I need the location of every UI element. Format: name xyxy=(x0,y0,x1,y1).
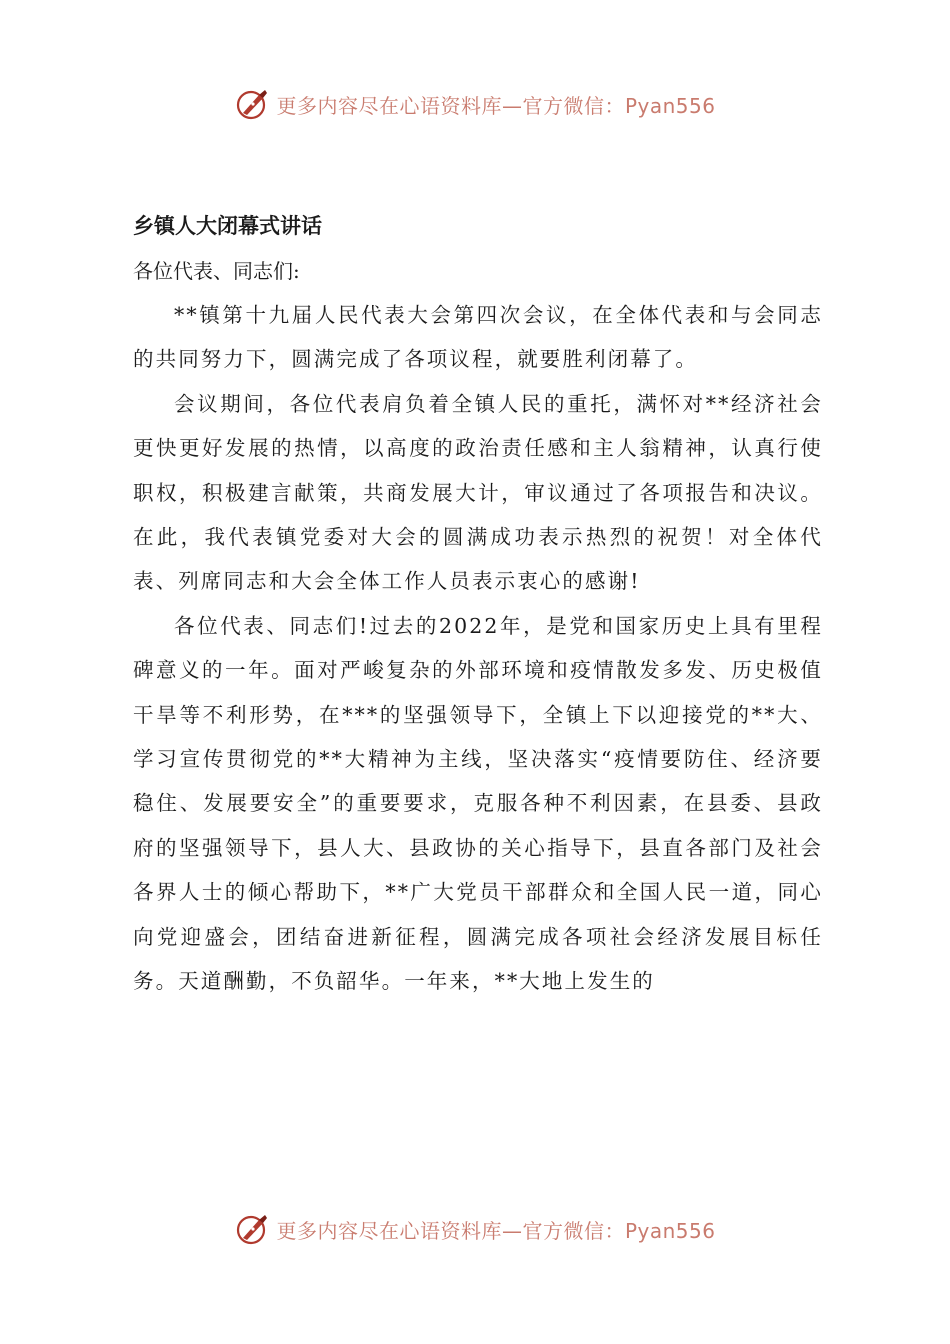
paragraph: 各位代表、同志们!过去的2022年，是党和国家历史上具有里程碑意义的一年。面对严峻复杂的外部环境和疫情散发多发、历史极值干旱等不利形势，在***的坚强领导下，全镇上下以迎接党的**大、学习宣传贯彻党的**大精神为主线，坚决落实“疫情要防住、经济要稳住、发展要安全”的重要要求，克服各种不利因素，在县委、县政府的坚强领导下，县人大、县政协的关心指导下，县直各部门及社会各界人士的倾心帮助下，**广大党员干部群众和全国人民一道，同心向党迎盛会，团结奋进新征程，圆满完成各项社会经济发展目标任务。天道酬勤，不负韶华。一年来，**大地上发生的 xyxy=(133,613,823,994)
document-title: 乡镇人大闭幕式讲话 xyxy=(133,214,322,238)
footer-banner-text: 更多内容尽在心语资料库—官方微信：Pyan556 xyxy=(276,1218,716,1243)
footer-banner xyxy=(0,1209,950,1249)
pen-nib-circle-icon xyxy=(234,86,270,122)
pen-nib-circle-icon xyxy=(234,1211,270,1247)
header-banner-text: 更多内容尽在心语资料库—官方微信：Pyan556 xyxy=(276,93,716,118)
header-banner xyxy=(0,84,950,124)
salutation: 各位代表、同志们: xyxy=(133,259,300,283)
paragraph: **镇第十九届人民代表大会第四次会议，在全体代表和与会同志的共同努力下，圆满完成了各项议程，就要胜利闭幕了。 xyxy=(133,303,823,372)
paragraph: 会议期间，各位代表肩负着全镇人民的重托，满怀对**经济社会更快更好发展的热情，以高度的政治责任感和主人翁精神，认真行使职权，积极建言献策，共商发展大计，审议通过了各项报告和决议。在此，我代表镇党委对大会的圆满成功表示热烈的祝贺！对全体代表、列席同志和大会全体工作人员表示衷心的感谢! xyxy=(133,391,823,594)
document-body xyxy=(133,203,823,1004)
